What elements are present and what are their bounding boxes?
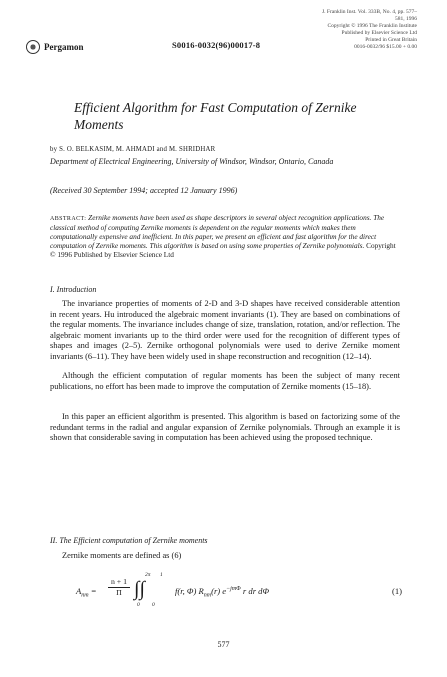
int-inner-upper: 1 <box>160 572 163 578</box>
page-number: 577 <box>217 640 230 649</box>
double-integral-icon: ∫∫ <box>134 578 145 600</box>
paragraph: In this paper an efficient algorithm is presented. This algorithm is based on factorizing some of the redundant terms in the radial and angular expansion of Zernike polynomials. Through an example it is shown that considerable saving in computation has been achieved using the proposed technique. <box>50 412 400 443</box>
paragraph: The invariance properties of moments of 2-D and 3-D shapes have received considerable attention in recent years. Hu introduced the algebraic moment invariants (1). They are based on combinations of the regular moments. The invariance includes change of size, translation, rotation, and/or reflection. The algebraic moment invariants up to the third order were used for the recognition of different types of shapes and images (2–5). Zernike orthogonal polynomials were used to derive Zernike moment invariants (6–11). They have been widely used in shape reconstruction and recognition (12–14). <box>50 299 400 361</box>
paragraph: Although the efficient computation of regular moments has been the subject of many recent publications, no effort has been made to improve the computation of Zernike moments (15–18). <box>50 371 400 391</box>
eq-rhs-sub: nm <box>203 592 212 599</box>
publisher-name: Pergamon <box>44 42 84 52</box>
int-inner-lower: 0 <box>152 602 155 608</box>
equation-fraction <box>108 577 130 597</box>
section-heading: I. Introduction <box>50 285 97 294</box>
equation-rhs <box>175 586 269 599</box>
section-heading: II. The Efficient computation of Zernike moments <box>50 536 208 545</box>
fraction-denominator: Π <box>116 588 122 597</box>
eq-rhs-sup: −jmΦ <box>226 586 241 593</box>
int-outer-upper: 2π <box>145 572 151 578</box>
journal-info-line: J. Franklin Inst. Vol. 333B, No. 4, pp. 577–581, 1996 <box>322 9 417 23</box>
equation-number: (1) <box>391 586 402 596</box>
journal-info-line: Copyright © 1996 The Franklin Institute <box>327 23 417 30</box>
equation-lhs <box>76 586 97 599</box>
abstract-label: ABSTRACT: <box>50 216 87 222</box>
article-code: S0016-0032(96)00017-8 <box>172 40 261 50</box>
affiliation: Department of Electrical Engineering, University of Windsor, Windsor, Ontario, Canada <box>50 157 334 166</box>
paper-title: Efficient Algorithm for Fast Computation of Zernike Moments <box>74 100 357 132</box>
eq-rhs-end: r dr dΦ <box>240 586 270 596</box>
eq-symbol-a: A <box>76 586 82 596</box>
fraction-numerator: n + 1 <box>108 577 130 588</box>
equation-1 <box>72 572 402 610</box>
eq-equals: = <box>88 586 97 596</box>
abstract-copyright: Copyright © 1996 Published by Elsevier Science Ltd <box>50 240 396 259</box>
journal-info <box>322 9 417 52</box>
pergamon-logo-icon <box>26 40 40 54</box>
author-list: by S. O. BELKASIM, M. AHMADI and M. SHRIDHAR <box>50 146 216 153</box>
eq-rhs-tail: (r) e <box>211 586 227 596</box>
eq-subscript: nm <box>81 592 89 599</box>
journal-info-line: Printed in Great Britain <box>365 37 417 44</box>
abstract-body: Zernike moments have been used as shape descriptors in several object recognition applications. The classical method of computing Zernike moments is dependent on the regular moments which makes them computationally expensive and inefficient. In this paper, we present an efficient and fast algorithm for the direct computation of Zernike moments. This algorithm is based on using some properties of Zernike polynomials. <box>50 213 385 250</box>
abstract <box>50 214 398 260</box>
paragraph: Zernike moments are defined as (6) <box>62 551 182 560</box>
eq-rhs-part: f(r, Φ) R <box>175 586 204 596</box>
int-outer-lower: 0 <box>137 602 140 608</box>
publisher-logo <box>26 40 84 54</box>
journal-info-line: Published by Elsevier Science Ltd <box>341 30 417 37</box>
received-date: (Received 30 September 1994; accepted 12 January 1996) <box>50 186 238 195</box>
journal-info-line: 0016-0032/96 $15.00 + 0.00 <box>354 44 417 51</box>
